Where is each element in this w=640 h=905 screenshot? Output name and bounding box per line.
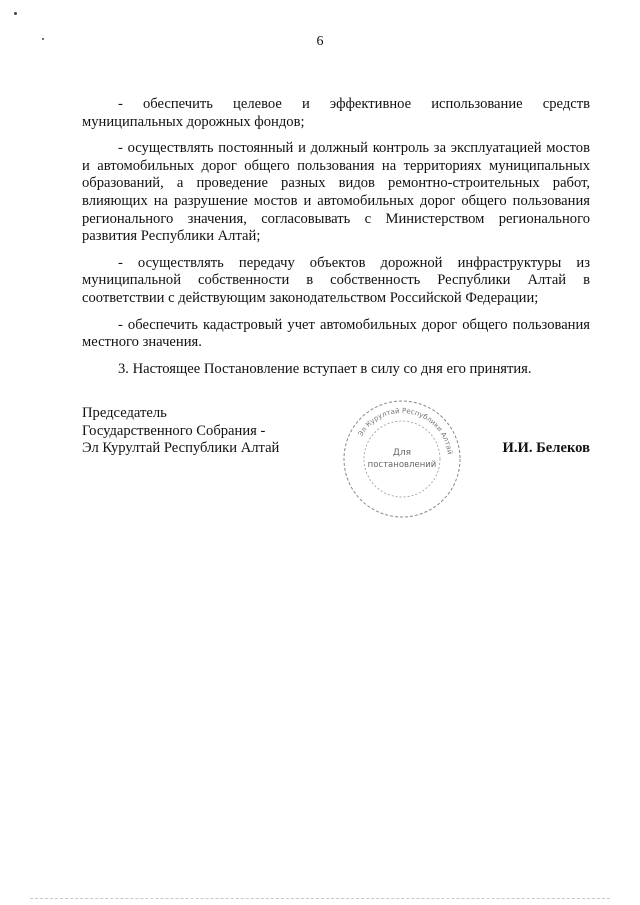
official-stamp	[340, 397, 464, 521]
page-bottom-edge	[30, 898, 610, 899]
scan-speck	[14, 12, 17, 15]
signer-name: И.И. Белеков	[502, 440, 590, 456]
signer-title-line: Государственного Собрания -	[82, 422, 266, 439]
paragraph-cadastral-registration: - обеспечить кадастровый учет автомобильных дорог общего пользования местного значения.	[82, 316, 590, 351]
page-number: 6	[316, 34, 324, 49]
signer-title-line: Председатель	[82, 405, 167, 421]
stamp-center-line: постановлений	[367, 460, 437, 470]
signature-block	[82, 405, 590, 525]
paragraph-effective-date: 3. Настоящее Постановление вступает в силу со дня его принятия.	[118, 360, 532, 377]
paragraph-infrastructure-transfer: - осуществлять передачу объектов дорожной инфраструктуры из муниципальной собственности в собственность Республики Алтай в соответствии с действующим законодательством Российской Федерации;	[82, 254, 590, 306]
stamp-center-line: Для	[392, 448, 412, 458]
stamp-ring-text: Эл Курултай Республики Алтай	[356, 406, 454, 455]
document-body	[82, 96, 590, 387]
signer-title	[82, 405, 342, 458]
paragraph-bridge-control: - осуществлять постоянный и должный контроль за эксплуатацией мостов и автомобильных дорог общего пользования на территориях муниципальных образований, а проведение разных видов ремонтно-строительных работ, влияющих на разрушение мостов и автомобильных дорог общего пользования регионального значения, согласовывать с Министерством регионального развития Республики Алтай;	[82, 140, 590, 245]
signer-title-line: Эл Курултай Республики Алтай	[82, 440, 280, 457]
scan-speck	[42, 38, 44, 40]
paragraph-road-funds: - обеспечить целевое и эффективное использование средств муниципальных дорожных фондов;	[82, 96, 590, 130]
